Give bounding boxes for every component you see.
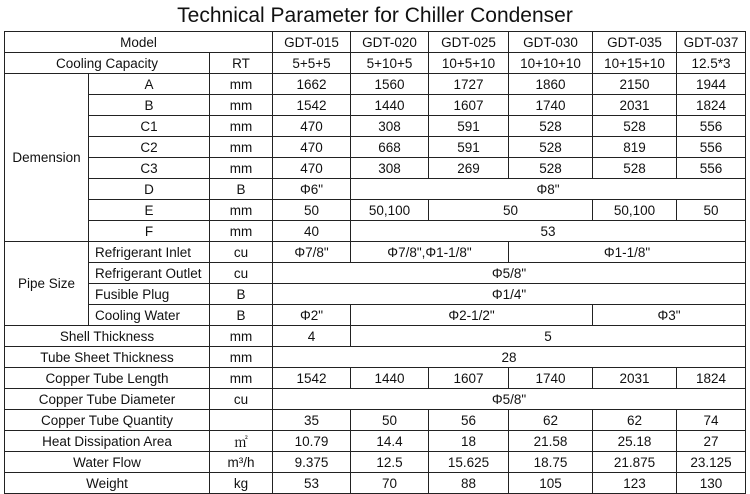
value-cell-merged: 53 (351, 221, 746, 242)
model-cell: GDT-015 (273, 32, 351, 53)
model-cell: GDT-037 (677, 32, 746, 53)
value-cell: 470 (273, 116, 351, 137)
value-cell: 269 (429, 158, 509, 179)
unit-cell: mm (210, 116, 273, 137)
table-row-refrigerant-outlet (5, 263, 746, 284)
value-cell: 308 (351, 116, 429, 137)
value-cell: 50 (351, 410, 429, 431)
table-row-water-flow (5, 452, 746, 473)
value-cell: 528 (593, 116, 677, 137)
value-cell: 2150 (593, 74, 677, 95)
value-cell-merged: Φ1/4" (273, 284, 746, 305)
value-cell: 62 (509, 410, 593, 431)
value-cell: 21.875 (593, 452, 677, 473)
table-row-dimension-e (5, 200, 746, 221)
table-row-cooling-water (5, 305, 746, 326)
value-cell: 2031 (593, 95, 677, 116)
table-row-copper-tube-quantity (5, 410, 746, 431)
unit-cell: ㎡ (210, 431, 273, 452)
value-cell: 40 (273, 221, 351, 242)
model-cell: GDT-020 (351, 32, 429, 53)
value-cell: 2031 (593, 368, 677, 389)
table-row-dimension-b (5, 95, 746, 116)
value-cell: Φ2" (273, 305, 351, 326)
unit-cell: B (210, 305, 273, 326)
table-row-dimension-d (5, 179, 746, 200)
row-label: C3 (89, 158, 210, 179)
value-cell: 14.4 (351, 431, 429, 452)
value-cell: 25.18 (593, 431, 677, 452)
table-row-weight (5, 473, 746, 494)
value-cell-merged: Φ1-1/8" (509, 242, 746, 263)
unit-cell: mm (210, 95, 273, 116)
value-cell: 50,100 (593, 200, 677, 221)
unit-cell: RT (210, 53, 273, 74)
value-cell: 1607 (429, 368, 509, 389)
table-row-shell-thickness (5, 326, 746, 347)
value-cell: 556 (677, 116, 746, 137)
row-label: B (89, 95, 210, 116)
value-cell: 470 (273, 158, 351, 179)
value-cell: 70 (351, 473, 429, 494)
unit-cell: mm (210, 347, 273, 368)
table-row-fusible-plug (5, 284, 746, 305)
value-cell: 23.125 (677, 452, 746, 473)
row-label: Copper Tube Diameter (5, 389, 210, 410)
value-cell: 62 (593, 410, 677, 431)
value-cell-merged: 50 (429, 200, 593, 221)
row-label: Water Flow (5, 452, 210, 473)
value-cell: 12.5*3 (677, 53, 746, 74)
table-row-copper-tube-length (5, 368, 746, 389)
value-cell: 130 (677, 473, 746, 494)
value-cell: 1824 (677, 95, 746, 116)
row-label: C2 (89, 137, 210, 158)
value-cell: 668 (351, 137, 429, 158)
row-label: Copper Tube Length (5, 368, 210, 389)
unit-cell: kg (210, 473, 273, 494)
value-cell: 1542 (273, 368, 351, 389)
value-cell: 21.58 (509, 431, 593, 452)
row-label: Weight (5, 473, 210, 494)
table-row-heat-dissipation-area (5, 431, 746, 452)
row-label: Refrigerant Inlet (89, 242, 210, 263)
table-row-model (5, 32, 746, 53)
value-cell: 53 (273, 473, 351, 494)
row-label: Cooling Water (89, 305, 210, 326)
value-cell: 5+5+5 (273, 53, 351, 74)
value-cell: 12.5 (351, 452, 429, 473)
unit-cell: mm (210, 368, 273, 389)
table-row-copper-tube-diameter (5, 389, 746, 410)
unit-cell (210, 410, 273, 431)
page-title: Technical Parameter for Chiller Condenser (177, 4, 573, 27)
table-row-dimension-a (5, 74, 746, 95)
value-cell: 50 (677, 200, 746, 221)
model-cell: GDT-030 (509, 32, 593, 53)
value-cell: 18 (429, 431, 509, 452)
value-cell: 591 (429, 116, 509, 137)
value-cell: 1944 (677, 74, 746, 95)
row-label: F (89, 221, 210, 242)
table-row-dimension-c2 (5, 137, 746, 158)
dimension-group-label: Demension (5, 74, 89, 242)
value-cell: 56 (429, 410, 509, 431)
value-cell-merged: Φ5/8" (273, 263, 746, 284)
value-cell: 18.75 (509, 452, 593, 473)
value-cell: 1440 (351, 368, 429, 389)
model-cell: GDT-035 (593, 32, 677, 53)
value-cell: 1440 (351, 95, 429, 116)
table-row-dimension-c1 (5, 116, 746, 137)
value-cell: 819 (593, 137, 677, 158)
value-cell-merged: Φ8" (351, 179, 746, 200)
value-cell: 1860 (509, 74, 593, 95)
value-cell: 50,100 (351, 200, 429, 221)
value-cell: 528 (509, 137, 593, 158)
value-cell: 105 (509, 473, 593, 494)
value-cell-merged: Φ5/8" (273, 389, 746, 410)
row-label: A (89, 74, 210, 95)
value-cell: 528 (509, 158, 593, 179)
value-cell: 1740 (509, 368, 593, 389)
row-label: Cooling Capacity (5, 53, 210, 74)
value-cell: 10+10+10 (509, 53, 593, 74)
value-cell: 74 (677, 410, 746, 431)
row-label: Heat Dissipation Area (5, 431, 210, 452)
value-cell: 1740 (509, 95, 593, 116)
value-cell: 10.79 (273, 431, 351, 452)
value-cell: 10+15+10 (593, 53, 677, 74)
table-row-dimension-c3 (5, 158, 746, 179)
unit-cell: mm (210, 200, 273, 221)
unit-cell: mm (210, 221, 273, 242)
value-cell: 1662 (273, 74, 351, 95)
value-cell: 15.625 (429, 452, 509, 473)
unit-cell: cu (210, 242, 273, 263)
row-label: Tube Sheet Thickness (5, 347, 210, 368)
parameter-table (4, 31, 746, 494)
value-cell: 123 (593, 473, 677, 494)
value-cell-merged: 5 (351, 326, 746, 347)
table-row-refrigerant-inlet (5, 242, 746, 263)
row-label: Refrigerant Outlet (89, 263, 210, 284)
model-cell: GDT-025 (429, 32, 509, 53)
value-cell-merged: Φ2-1/2" (351, 305, 593, 326)
value-cell: 591 (429, 137, 509, 158)
unit-cell: cu (210, 263, 273, 284)
table-row-dimension-f (5, 221, 746, 242)
pipe-size-group-label: Pipe Size (5, 242, 89, 326)
row-label: Shell Thickness (5, 326, 210, 347)
table-row-tube-sheet-thickness (5, 347, 746, 368)
row-label: Copper Tube Quantity (5, 410, 210, 431)
value-cell: 1607 (429, 95, 509, 116)
value-cell: 1560 (351, 74, 429, 95)
value-cell: 10+5+10 (429, 53, 509, 74)
value-cell: 556 (677, 137, 746, 158)
unit-cell: mm (210, 158, 273, 179)
unit-cell: mm (210, 137, 273, 158)
row-label: C1 (89, 116, 210, 137)
row-label: Fusible Plug (89, 284, 210, 305)
unit-cell: cu (210, 389, 273, 410)
value-cell-merged: Φ7/8",Φ1-1/8" (351, 242, 509, 263)
value-cell: 528 (509, 116, 593, 137)
value-cell: 27 (677, 431, 746, 452)
value-cell: 5+10+5 (351, 53, 429, 74)
row-label: E (89, 200, 210, 221)
value-cell: 1727 (429, 74, 509, 95)
value-cell: Φ6" (273, 179, 351, 200)
value-cell: 88 (429, 473, 509, 494)
value-cell: 308 (351, 158, 429, 179)
value-cell: 528 (593, 158, 677, 179)
value-cell: 35 (273, 410, 351, 431)
value-cell-merged: 28 (273, 347, 746, 368)
unit-cell: B (210, 179, 273, 200)
value-cell: 4 (273, 326, 351, 347)
unit-cell: m³/h (210, 452, 273, 473)
value-cell: 1542 (273, 95, 351, 116)
unit-cell: B (210, 284, 273, 305)
value-cell: 50 (273, 200, 351, 221)
unit-cell: mm (210, 74, 273, 95)
value-cell: 1824 (677, 368, 746, 389)
value-cell-merged: Φ3" (593, 305, 746, 326)
table-row-cooling-capacity (5, 53, 746, 74)
row-label: D (89, 179, 210, 200)
value-cell: Φ7/8" (273, 242, 351, 263)
value-cell: 9.375 (273, 452, 351, 473)
value-cell: 470 (273, 137, 351, 158)
value-cell: 556 (677, 158, 746, 179)
model-label: Model (5, 32, 273, 53)
unit-cell: mm (210, 326, 273, 347)
